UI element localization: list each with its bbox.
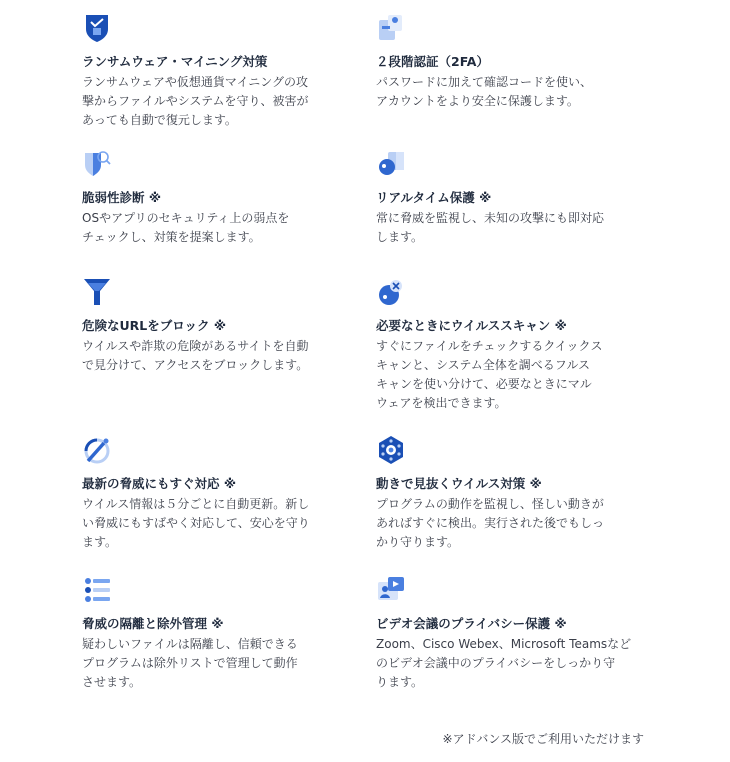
feature-title: ２段階認証（2FA）	[376, 54, 489, 69]
feature-url-block	[82, 276, 364, 372]
feature-behavior	[376, 434, 658, 549]
feature-description: プログラムの動作を監視し、怪しい動きが あればすぐに検出。実行された後でもしっ かり守ります。	[376, 497, 605, 549]
threat-update-icon	[82, 434, 112, 466]
feature-vulnerability	[82, 148, 364, 244]
feature-title: 脆弱性診断 ※	[82, 190, 162, 205]
shield-ransomware-icon	[82, 12, 112, 44]
feature-threat-update	[82, 434, 364, 549]
advanced-edition-footnote: ※アドバンス版でご利用いただけます	[442, 732, 644, 746]
feature-description: すぐにファイルをチェックするクイックス キャンと、システム全体を調べるフルス キャンを使い分けて、必要なときにマル ウェアを検出できます。	[376, 339, 603, 410]
feature-virus-scan	[376, 276, 658, 410]
feature-description: パスワードに加えて確認コードを使い、 アカウントをより安全に保護します。	[376, 75, 593, 108]
feature-description: 常に脅威を監視し、未知の攻撃にも即対応 します。	[376, 211, 605, 244]
feature-title: 動きで見抜くウイルス対策 ※	[376, 476, 542, 491]
feature-description: OSやアプリのセキュリティ上の弱点を チェックし、対策を提案します。	[82, 211, 290, 244]
feature-realtime	[376, 148, 658, 244]
feature-title: ビデオ会議のプライバシー保護 ※	[376, 616, 567, 631]
quarantine-list-icon	[82, 574, 112, 606]
url-filter-icon	[82, 276, 112, 308]
feature-title: ランサムウェア・マイニング対策	[82, 54, 268, 69]
feature-description: 疑わしいファイルは隔離し、信頼できる プログラムは除外リストで管理して動作 させます。	[82, 637, 298, 689]
behavior-detection-icon	[376, 434, 406, 466]
video-privacy-icon	[376, 574, 406, 606]
vulnerability-scan-icon	[82, 148, 112, 180]
feature-title: 危険なURLをブロック ※	[82, 318, 226, 333]
realtime-protection-icon	[376, 148, 406, 180]
feature-title: リアルタイム保護 ※	[376, 190, 492, 205]
feature-ransomware	[82, 12, 364, 127]
feature-description: ウイルスや詐欺の危険があるサイトを自動 で見分けて、アクセスをブロックします。	[82, 339, 309, 372]
feature-description: ウイルス情報は５分ごとに自動更新。新し い脅威にもすばやく対応して、安心を守り ます。	[82, 497, 310, 549]
feature-title: 最新の脅威にもすぐ対応 ※	[82, 476, 237, 491]
feature-video-privacy	[376, 574, 658, 689]
feature-description: ランサムウェアや仮想通貨マイニングの攻 撃からファイルやシステムを守り、被害が あっても自動で復元します。	[82, 75, 309, 127]
virus-scan-icon	[376, 276, 406, 308]
feature-description: Zoom、Cisco Webex、Microsoft Teamsなど のビデオ会議中のプライバシーをしっかり守 ります。	[376, 637, 632, 689]
two-factor-auth-icon	[376, 12, 406, 44]
feature-title: 必要なときにウイルススキャン ※	[376, 318, 567, 333]
feature-2fa	[376, 12, 658, 108]
feature-quarantine	[82, 574, 364, 689]
feature-title: 脅威の隔離と除外管理 ※	[82, 616, 224, 631]
